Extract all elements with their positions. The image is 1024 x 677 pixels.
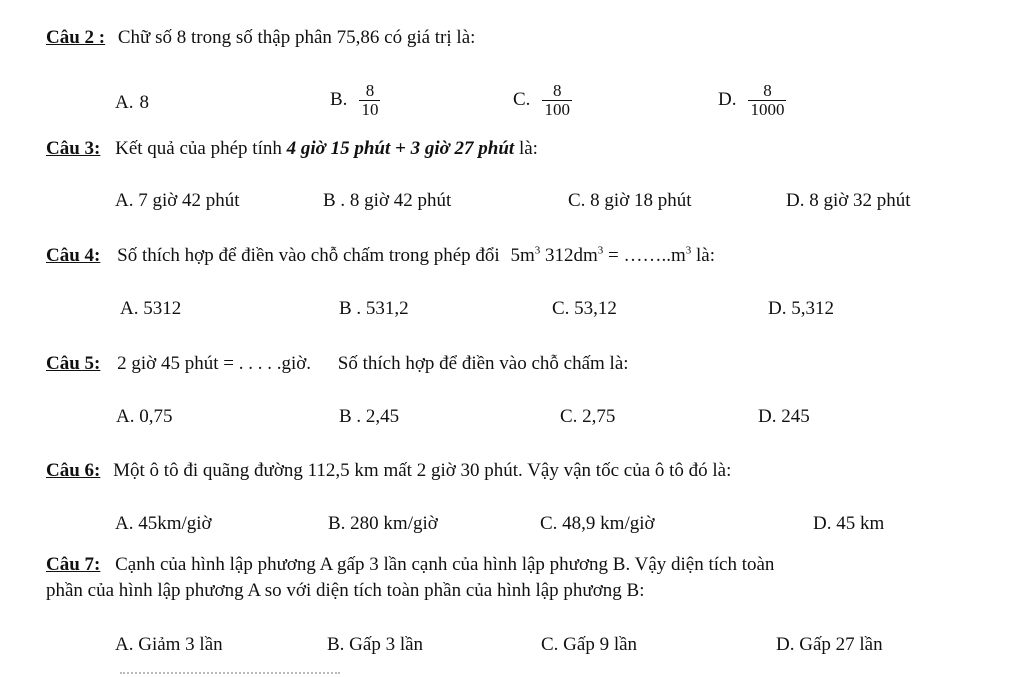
option-text: 8 xyxy=(139,92,149,113)
superscript: 3 xyxy=(685,244,692,257)
option-letter: A. xyxy=(115,92,134,113)
q4-option-b[interactable]: B . 531,2 xyxy=(339,298,409,319)
q2-option-c[interactable] xyxy=(513,82,572,119)
q6-option-b[interactable]: B. 280 km/giờ xyxy=(328,513,438,534)
question-7 xyxy=(46,554,774,576)
question-4-label: Câu 4: xyxy=(46,245,101,266)
question-3-expression: 4 giờ 15 phút + 3 giờ 27 phút xyxy=(286,138,515,159)
fraction-denominator: 100 xyxy=(544,99,570,119)
q6-option-d[interactable]: D. 45 km xyxy=(813,513,885,534)
question-5-text: 2 giờ 45 phút = . . . . .giờ. xyxy=(117,353,312,374)
formula-part: là: xyxy=(691,245,716,266)
formula-part: 5m xyxy=(510,245,535,266)
question-3-text-end: là: xyxy=(518,138,538,159)
fraction xyxy=(748,82,786,119)
q7-option-b[interactable]: B. Gấp 3 lần xyxy=(327,634,424,655)
fraction xyxy=(359,82,380,119)
question-2-text: Chữ số 8 trong số thập phân 75,86 có giá trị là: xyxy=(117,27,476,48)
q5-option-c[interactable]: C. 2,75 xyxy=(560,406,616,427)
q3-option-d[interactable]: D. 8 giờ 32 phút xyxy=(786,190,911,211)
q3-option-c[interactable]: C. 8 giờ 18 phút xyxy=(568,190,692,211)
q5-option-d[interactable]: D. 245 xyxy=(758,406,810,427)
question-5 xyxy=(46,353,629,375)
fraction-denominator: 10 xyxy=(361,99,379,119)
option-letter: D. xyxy=(718,89,737,111)
q3-option-a[interactable]: A. 7 giờ 42 phút xyxy=(115,190,240,211)
q5-option-b[interactable]: B . 2,45 xyxy=(339,406,400,427)
fraction-numerator: 8 xyxy=(763,81,772,100)
question-5-text-2: Số thích hợp để điền vào chỗ chấm là: xyxy=(337,353,629,374)
option-letter: B. xyxy=(330,89,348,111)
formula-part: = ……..m xyxy=(603,245,686,266)
q2-option-b[interactable] xyxy=(330,82,380,119)
q2-option-a[interactable] xyxy=(115,92,149,114)
question-4 xyxy=(46,245,715,267)
question-4-text: Số thích hợp để điền vào chỗ chấm trong phép đổi xyxy=(117,245,500,266)
question-6-label: Câu 6: xyxy=(46,460,101,481)
q4-option-c[interactable]: C. 53,12 xyxy=(552,298,617,319)
question-6-text: Một ô tô đi quãng đường 112,5 km mất 2 giờ 30 phút. Vậy vận tốc của ô tô đó là: xyxy=(113,460,732,481)
q3-option-b[interactable]: B . 8 giờ 42 phút xyxy=(323,190,452,211)
question-4-formula xyxy=(510,245,715,266)
q2-option-d[interactable] xyxy=(718,82,786,119)
q5-option-a[interactable]: A. 0,75 xyxy=(116,406,173,427)
superscript: 3 xyxy=(534,244,541,257)
fraction-numerator: 8 xyxy=(365,81,375,100)
question-2-label: Câu 2 : xyxy=(46,27,106,48)
question-7-label: Câu 7: xyxy=(46,554,101,575)
fraction-numerator: 8 xyxy=(552,81,562,100)
q4-option-d[interactable]: D. 5,312 xyxy=(768,298,834,319)
question-7-text-line-1: Cạnh của hình lập phương A gấp 3 lần cạnh của hình lập phương B. Vậy diện tích toàn xyxy=(115,554,775,575)
q7-option-c[interactable]: C. Gấp 9 lần xyxy=(541,634,638,655)
question-3-label: Câu 3: xyxy=(46,138,101,159)
question-6 xyxy=(46,460,731,482)
question-2 xyxy=(46,27,475,49)
q7-option-d[interactable]: D. Gấp 27 lần xyxy=(776,634,883,655)
q6-option-c[interactable]: C. 48,9 km/giờ xyxy=(540,513,655,534)
question-3 xyxy=(46,138,538,160)
question-3-text: Kết quả của phép tính xyxy=(115,138,282,159)
question-5-label: Câu 5: xyxy=(46,353,101,374)
q7-option-a[interactable]: A. Giảm 3 lần xyxy=(115,634,223,655)
question-7-text-line-2: phần của hình lập phương A so với diện tích toàn phần của hình lập phương B: xyxy=(46,580,645,601)
fraction-denominator: 1000 xyxy=(750,99,785,119)
option-letter: C. xyxy=(513,89,531,111)
formula-part: 312dm xyxy=(540,245,598,266)
q4-option-a[interactable]: A. 5312 xyxy=(120,298,182,319)
q6-option-a[interactable]: A. 45km/giờ xyxy=(115,513,212,534)
cut-off-next-line xyxy=(120,672,340,674)
superscript: 3 xyxy=(597,244,604,257)
fraction xyxy=(542,82,572,119)
